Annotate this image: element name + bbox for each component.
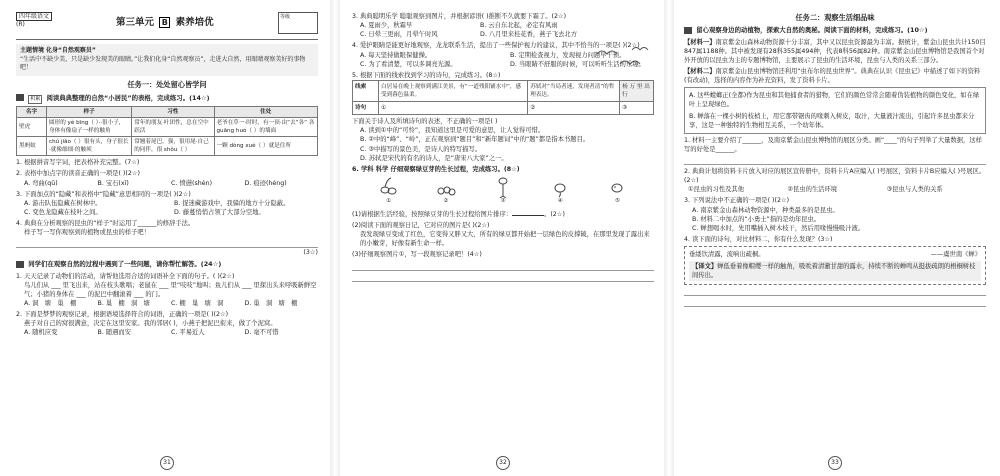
bird-sketch-icon <box>592 44 652 74</box>
option[interactable]: B. ②中的“峰”、“岭”，正在观察到“题目”和“新年题词”中的“题”都是指本书题目。 <box>360 136 590 144</box>
poem-source: ——虞世南《蝉》 <box>930 251 981 259</box>
option[interactable]: C. 变色龙隐藏在枝叶之间。 <box>24 208 102 216</box>
score-label: 等级 <box>280 14 291 20</box>
option[interactable]: ②昆虫的生活环境 <box>787 186 838 194</box>
table-header: 名字 <box>17 106 47 117</box>
option[interactable]: C. ③中描写的景色美，是诗人的特写描写。 <box>360 145 482 153</box>
table-row <box>17 137 318 156</box>
option[interactable]: A. 南京紫金山森林动物资源中，种类最多的是昆虫。 <box>692 206 839 214</box>
option[interactable]: C. 愤懑(shèn) <box>171 179 213 187</box>
section-1-text: 阅读典典整理的自然“小居民”的表格，完成练习。(14☆) <box>46 93 210 102</box>
question-3: 3. 下面加点的“隐藏”和表格中“隐藏”意思相同的一项是( )(2☆) <box>16 190 191 198</box>
option[interactable]: C. 棚 巢 塘 洞 <box>171 300 224 308</box>
problem-2-options <box>16 328 318 337</box>
sprout-pictures <box>352 174 654 208</box>
option[interactable]: B. 巢 棚 洞 塘 <box>97 300 150 308</box>
section-icon <box>684 27 692 34</box>
material-question-4: 4. 读下面的诗句，对比材料二，你有什么发现？(3☆) <box>684 235 833 243</box>
poem-label: 诗句 <box>353 102 379 115</box>
poem-translation <box>689 261 981 281</box>
material-question-2-options <box>684 185 986 194</box>
answer-cell[interactable]: ① <box>379 102 528 115</box>
option[interactable]: B. 定期检查视力，发现视力问题早干预。 <box>510 51 626 59</box>
table-cell: 壁虎 <box>17 117 47 136</box>
section-2-head <box>16 260 318 269</box>
answer-line[interactable] <box>684 156 986 165</box>
question-4-score: (3☆) <box>303 249 318 257</box>
option[interactable]: A. 弯曲(qū) <box>24 179 58 187</box>
score-box[interactable] <box>278 12 318 34</box>
page-32 <box>344 4 662 472</box>
question-6-2-body: 我发现绿豆变成了红色，它变得又胖又大，所有的绿豆都开始把一层绿色的皮撑破，在那里发现了露出来的小嫩芽，好像有新生命一样。 <box>360 231 650 248</box>
answer-line[interactable] <box>16 239 318 248</box>
unit-title-num: B <box>159 17 170 28</box>
answer-line[interactable] <box>352 262 654 271</box>
theme-text: “生活中不缺少美，只是缺少发现美的眼睛。”让我们化身“自然观察员”，走进大自然，用眼睛观察美好的事物吧！ <box>20 55 306 72</box>
poem-box <box>684 246 986 285</box>
translation-text: 蝉低垂着像帽缨一样的触角，吸吮着清澈甘甜的露水，持续不断的蝉鸣从挺拔疏朗的梧桐树枝间传出。 <box>692 263 976 280</box>
question-4: 4. 典典在分析观察的昆虫的“样子”时运用了______的修辞手法。 <box>16 220 195 228</box>
section-head <box>684 26 986 35</box>
answer-blank[interactable] <box>512 210 544 216</box>
section-icon <box>16 94 24 101</box>
unit-title-pre: 第三单元 <box>116 17 155 28</box>
table-row <box>17 117 318 136</box>
material-2-label: 【材料二】 <box>684 68 716 76</box>
picture-label: ③ <box>500 197 506 204</box>
question-5-options <box>352 126 654 163</box>
table-cell[interactable]: chú jiǎo（ ）很有头，身子很长·就像细细·的触须 <box>47 137 132 156</box>
answer-line[interactable] <box>684 298 986 307</box>
unit-title-post: 素养培优 <box>175 17 214 28</box>
insect-table <box>16 106 318 157</box>
page-header <box>16 10 318 40</box>
picture-label: ① <box>386 197 392 204</box>
option[interactable]: B. 宝石(xī) <box>97 179 129 187</box>
question-4: 4. 爱护眼睛是能更好地观察，龙龙联系生活，提出了一些保护视力的建议，其中不恰当的一项是( )(2☆) <box>352 42 640 50</box>
table-cell[interactable]: 一颗 dòng xué（ ）就是住所 <box>214 137 318 156</box>
option[interactable]: ③昆虫与人类的关系 <box>886 186 943 194</box>
page-number: 32 <box>496 456 510 470</box>
material-question-1: 1. 材料一主要介绍了______，及南京紫金山昆虫博物馆的展区分类。画“____”的句子列举了大量数据，这样写的好处是______。 <box>684 136 982 153</box>
option[interactable]: D. 痕迹(héng) <box>244 179 287 187</box>
bean-sprout-icon <box>377 176 401 198</box>
question-6-1-text: (1)请根据生活经验，按照绿豆芽的生长过程给图片排序： <box>352 210 513 218</box>
picture-label: ④ <box>557 197 563 204</box>
section-1-head <box>16 94 318 104</box>
grade-tag <box>16 12 52 28</box>
option[interactable]: C. 为了看清楚，可以多调亮光源。 <box>360 60 457 68</box>
sprout-picture <box>377 176 401 206</box>
page-number: 33 <box>828 456 842 470</box>
table-header: 样子 <box>47 106 132 117</box>
page-gutter <box>330 0 340 476</box>
option[interactable]: C. 平易近人 <box>171 329 205 337</box>
problem-2: 2. 下面是梦梦的观察记录，根据语境选择符合的词语，正确的一项是( )(2☆) <box>16 311 229 319</box>
table-cell: 黑蚂蚁 <box>17 137 47 156</box>
material-question-3-options <box>684 206 986 233</box>
question-2-options <box>16 179 318 188</box>
unit-title <box>116 16 214 30</box>
material-1-text: 南京紫金山森林动物资源十分丰富，其中又以昆虫资源最为丰富。据统计，紫金山昆虫共计150目847属1188种。其中被发现有28科355属494种，代表8科56属82种。南京紫金山昆虫博物馆是我国首个对外开放的以昆虫为主的专题博物馆，主要展示了昆虫的生活环境，昆虫与人类的关系三部分。 <box>684 38 986 64</box>
question-6-1-score: 。(2☆) <box>544 210 565 218</box>
question-5: 5. 根据下面的线索找到学习的诗句，完成练习。(8☆) <box>352 71 501 79</box>
translation-label: 【译文】 <box>692 263 718 271</box>
picture-label: ⑤ <box>614 197 620 204</box>
theme-label: 主题情境 <box>20 47 45 54</box>
table-cell: 常年的朋友·叶团性，总在空中跃活 <box>132 117 214 136</box>
question-4b: 样子写一写你观察到的植物或昆虫的样子吧！ <box>24 229 150 237</box>
sprout-picture <box>548 176 572 206</box>
option[interactable]: D. 苏轼是宋代的有名的诗人，是“唐宋八大家”之一。 <box>360 154 508 162</box>
option[interactable]: A. 夏雨少，秋霜早 <box>360 22 413 30</box>
option[interactable]: D. 当眼睛不舒服的时候，可以听听生活的乐趣。 <box>510 60 645 68</box>
picture-label: ② <box>443 197 449 204</box>
table-header: 住处 <box>214 106 318 117</box>
page-number: 31 <box>160 456 174 470</box>
question-6-1 <box>352 210 654 219</box>
card-a: A. 这些螳螂正(全都)作为昆虫和其他捕食者的猎物，它们的颜色常常会随着伪装植物的颜色变化，如在绿叶上呈现绿色。 <box>689 92 980 109</box>
page-31 <box>8 4 326 472</box>
question-2: 2. 表格中加点字的读音正确的一项是( )(2☆) <box>16 170 140 178</box>
poem-line: 垂緌饮清露，流响出疏桐。 <box>689 251 765 259</box>
theme-banner <box>16 44 318 76</box>
answer-line[interactable] <box>352 273 654 282</box>
grade-edition: (R) <box>16 21 25 29</box>
sprout-picture <box>605 176 629 206</box>
option[interactable]: A. 随机应变 <box>24 329 58 337</box>
sprout-picture <box>434 176 458 206</box>
bean-sprout-icon <box>434 176 458 198</box>
answer-line[interactable] <box>684 287 986 296</box>
poem-line-row <box>689 250 981 259</box>
clue-label: 线索 <box>353 80 379 101</box>
option[interactable]: C. 蝉想喝水时，先用嘴插入树木枝干，然后用喙慢慢吸汁液。 <box>692 224 865 232</box>
info-card <box>684 87 986 134</box>
theme-topic: 化身“自然观察员” <box>45 47 96 54</box>
option[interactable]: B. 随遇而安 <box>97 329 132 337</box>
material-2 <box>684 67 986 85</box>
question-3-options <box>16 199 318 217</box>
section-icon <box>16 261 24 268</box>
problem-2-body: 燕子对自己的窝很满意，决定在这里安家。我的邻居( )，小燕子把泥巴衔来，做了个泥窝。 <box>24 320 277 328</box>
table-header: 习性 <box>132 106 214 117</box>
bean-sprout-icon <box>548 176 572 198</box>
option[interactable]: A. 洞 塘 巢 棚 <box>24 300 77 308</box>
question-6-2: (2)阅读下面的观察日记，它对应的图片是( )(2☆) <box>352 222 490 230</box>
option[interactable]: D. 毫不可惜 <box>244 329 279 337</box>
page-33 <box>676 4 994 472</box>
section-text: 留心观察身边的动植物，探索大自然的奥秘。阅读下面的材料，完成练习。(10☆) <box>696 26 928 35</box>
material-1-label: 【材料一】 <box>684 38 716 46</box>
table-cell[interactable]: 老爷在草一·时时，有一顶·由“去“各“ 各 guāng huó（ ）的墙面 <box>214 117 318 136</box>
material-question-3: 3. 下列说法中不正确的一项是( )(2☆) <box>684 197 790 205</box>
card-b: B. 蝉落在一棵小树的枝梢上，用它那带锯齿的喙刺入树皮，取汁，大量液汁流出，引起许多昆虫都来分享，这是一种独特的生物相互关系，一个幼年体。 <box>689 112 975 129</box>
answer-cell[interactable]: ③ <box>620 102 654 115</box>
clue-cell: 白居易在晚上观察到满江美景，有“一道残阳铺水中”，感受到暮色温柔。 <box>379 80 528 101</box>
option[interactable]: A. 游击队伍隐藏在树林中。 <box>24 199 102 207</box>
section-tag: 积累 <box>28 95 42 104</box>
problem-1: 1. 天天记录了动物们的活动，请帮他选用合适的词语补全下面的句子。( )(2☆) <box>16 272 235 280</box>
task1-title: 任务一：处处留心皆学问 <box>127 80 207 90</box>
clue-cell: 杨 万 里 出 行 <box>620 80 654 101</box>
question-1: 1. 根据拼音写字词，把表格补充完整。(7☆) <box>16 159 140 167</box>
grade-label: 四年级语文 <box>16 12 52 21</box>
question-3-options <box>352 21 654 39</box>
option[interactable]: C. 日晕三更雨，月晕午时风 <box>360 31 438 39</box>
problem-1-body: 鸟儿们从 ___ 里飞出来，站在枝头歌唱；老鼠在 ___ 里“吱吱”地叫；鱼儿们从 ___ 里探出头来呼吸新鲜空气；小猪的身体在 ___ 的泥巴中翻滚着 ___ 的门。 <box>24 281 317 298</box>
material-2-text: 南京紫金山昆虫博物馆还利用“虫布尔的昆虫世界”。典典在认识《昆虫记》中描述了如下的资料(有改动)，选择的内容作为补充资料，发了资料卡片。 <box>684 68 981 85</box>
option[interactable]: B. 捉迷藏游戏中，我躲的地方十分隐蔽。 <box>174 199 290 207</box>
page-gutter <box>664 0 674 476</box>
table-cell[interactable]: 圆形的 yè bīng（ ）··很小子，身体有像扇子一样的触角 <box>47 117 132 136</box>
clue-table <box>352 80 654 115</box>
material-1 <box>684 38 986 65</box>
material-question-2: 2. 典典计划将资料卡片放入对应的展区宣传册中，资料卡片A应编入( )号展区，资料卡片B应编入( )号展区。(2☆) <box>684 168 986 185</box>
option[interactable]: D. 藤蔓悄悄占领了大部分空地。 <box>174 208 265 216</box>
problem-1-options <box>16 299 318 308</box>
section-2 <box>16 260 318 337</box>
option[interactable]: ①昆虫的习性及其他 <box>688 186 745 194</box>
bean-sprout-icon <box>605 176 629 198</box>
option[interactable]: D. 巢 洞 塘 棚 <box>244 300 298 308</box>
task2-title: 任务二：观察生活细品味 <box>795 13 875 22</box>
option[interactable]: B. 材料二中加点的“小勇士”指的是幼年昆虫。 <box>692 215 821 223</box>
question-3: 3. 典典聪明乐学 聪聪观察到图片，并根据谚语( )推断不久就要下霜了。(2☆) <box>352 13 567 20</box>
table-cell[interactable]: 常翘着尾巴，强，很用尾·自己的同伴，很 shǒu（ ） <box>132 137 214 156</box>
sprout-picture <box>491 176 515 206</box>
section-2-text: 同学们在观察自然的过程中遇到了一些问题，请你帮忙解答。(24☆) <box>28 260 222 269</box>
question-6-3: (3)仔细观察图片①，写一段观察记录吧！(4☆) <box>352 251 482 259</box>
answer-cell[interactable]: ② <box>528 102 620 115</box>
option[interactable]: B. 云自东北起，必定有风雨 <box>480 22 558 30</box>
option[interactable]: A. 每天坚持做眼保健操。 <box>360 51 432 59</box>
section-1 <box>16 94 318 258</box>
question-6: 6. 学科 科学 仔细观察绿豆芽的生长过程，完成练习。(8☆) <box>352 165 520 173</box>
option[interactable]: D. 八月里来桂花香，燕子飞去北方 <box>480 31 578 39</box>
bean-sprout-icon <box>491 176 515 198</box>
option[interactable]: A. 读到①中的“可怜”，我知道这里是可爱的意思，让人觉得可惜。 <box>360 127 545 135</box>
clue-cell: 苏轼对“当局者迷，发现者清”的哲理表达。 <box>528 80 620 101</box>
question-5-sub: 下面关于诗人及所填诗句的表述，不正确的一项是( ) <box>352 118 498 126</box>
